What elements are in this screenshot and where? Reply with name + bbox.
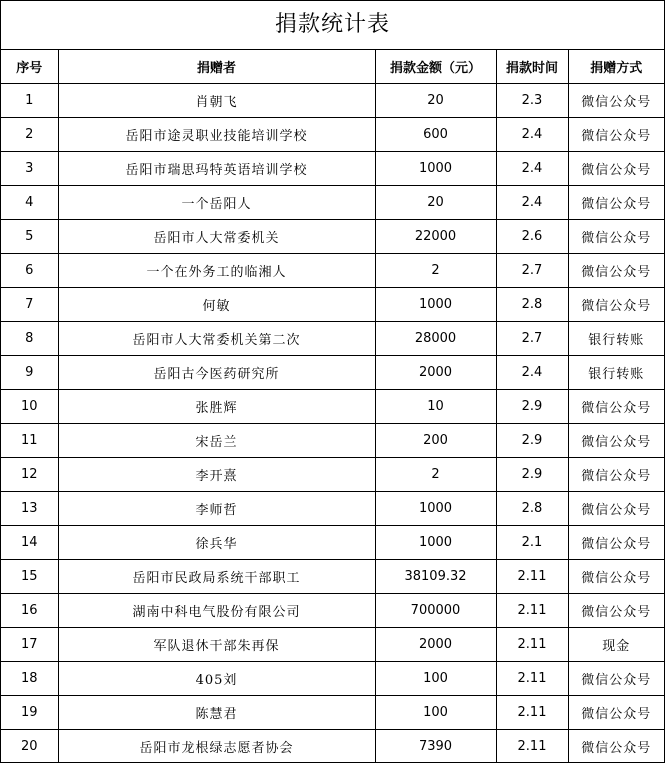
cell-donor: 肖朝飞 (58, 84, 375, 118)
cell-date: 2.8 (496, 288, 568, 322)
cell-index: 5 (1, 220, 58, 254)
table-row (1, 458, 664, 492)
cell-amount: 700000 (375, 594, 496, 628)
cell-index: 11 (1, 424, 58, 458)
cell-index: 16 (1, 594, 58, 628)
cell-method: 微信公众号 (568, 492, 664, 526)
table-row (1, 594, 664, 628)
cell-date: 2.11 (496, 662, 568, 696)
cell-date: 2.4 (496, 356, 568, 390)
cell-amount: 7390 (375, 730, 496, 763)
cell-method: 微信公众号 (568, 186, 664, 220)
cell-date: 2.11 (496, 628, 568, 662)
table-row (1, 560, 664, 594)
cell-index: 1 (1, 84, 58, 118)
cell-date: 2.11 (496, 696, 568, 730)
cell-amount: 1000 (375, 492, 496, 526)
cell-method: 微信公众号 (568, 526, 664, 560)
cell-method: 银行转账 (568, 356, 664, 390)
cell-index: 3 (1, 152, 58, 186)
cell-index: 4 (1, 186, 58, 220)
table-row (1, 390, 664, 424)
cell-donor: 一个岳阳人 (58, 186, 375, 220)
cell-index: 8 (1, 322, 58, 356)
cell-index: 6 (1, 254, 58, 288)
cell-donor: 岳阳市人大常委机关 (58, 220, 375, 254)
table-row (1, 628, 664, 662)
cell-donor: 宋岳兰 (58, 424, 375, 458)
cell-method: 现金 (568, 628, 664, 662)
cell-index: 20 (1, 730, 58, 763)
cell-index: 15 (1, 560, 58, 594)
table-row (1, 526, 664, 560)
table-row (1, 152, 664, 186)
cell-date: 2.3 (496, 84, 568, 118)
cell-amount: 20 (375, 186, 496, 220)
table-row (1, 356, 664, 390)
cell-donor: 李开熹 (58, 458, 375, 492)
cell-date: 2.6 (496, 220, 568, 254)
table-row (1, 730, 664, 763)
cell-date: 2.4 (496, 152, 568, 186)
table-row (1, 288, 664, 322)
cell-amount: 200 (375, 424, 496, 458)
cell-date: 2.11 (496, 594, 568, 628)
cell-method: 微信公众号 (568, 424, 664, 458)
cell-method: 微信公众号 (568, 220, 664, 254)
cell-donor: 岳阳市瑞思玛特英语培训学校 (58, 152, 375, 186)
cell-donor: 徐兵华 (58, 526, 375, 560)
cell-donor: 岳阳市龙根绿志愿者协会 (58, 730, 375, 763)
cell-date: 2.7 (496, 254, 568, 288)
cell-amount: 100 (375, 662, 496, 696)
cell-amount: 38109.32 (375, 560, 496, 594)
cell-method: 微信公众号 (568, 458, 664, 492)
cell-date: 2.11 (496, 560, 568, 594)
cell-method: 微信公众号 (568, 288, 664, 322)
cell-method: 银行转账 (568, 322, 664, 356)
cell-donor: 岳阳市途灵职业技能培训学校 (58, 118, 375, 152)
cell-method: 微信公众号 (568, 696, 664, 730)
table-row (1, 84, 664, 118)
cell-donor: 何敏 (58, 288, 375, 322)
cell-donor: 一个在外务工的临湘人 (58, 254, 375, 288)
cell-donor: 陈慧君 (58, 696, 375, 730)
cell-date: 2.4 (496, 186, 568, 220)
table-row (1, 254, 664, 288)
cell-method: 微信公众号 (568, 662, 664, 696)
table-row (1, 424, 664, 458)
table-row (1, 186, 664, 220)
header-donor: 捐赠者 (58, 50, 375, 84)
cell-donor: 岳阳市民政局系统干部职工 (58, 560, 375, 594)
cell-amount: 20 (375, 84, 496, 118)
cell-amount: 1000 (375, 288, 496, 322)
cell-donor: 405刘 (58, 662, 375, 696)
cell-donor: 岳阳古今医药研究所 (58, 356, 375, 390)
cell-index: 12 (1, 458, 58, 492)
cell-method: 微信公众号 (568, 84, 664, 118)
cell-amount: 1000 (375, 526, 496, 560)
table-row (1, 492, 664, 526)
cell-index: 7 (1, 288, 58, 322)
cell-donor: 岳阳市人大常委机关第二次 (58, 322, 375, 356)
cell-index: 17 (1, 628, 58, 662)
cell-date: 2.9 (496, 424, 568, 458)
cell-donor: 张胜辉 (58, 390, 375, 424)
table-row (1, 220, 664, 254)
cell-donor: 李师哲 (58, 492, 375, 526)
cell-method: 微信公众号 (568, 152, 664, 186)
cell-method: 微信公众号 (568, 594, 664, 628)
cell-index: 13 (1, 492, 58, 526)
cell-amount: 100 (375, 696, 496, 730)
cell-index: 18 (1, 662, 58, 696)
cell-date: 2.8 (496, 492, 568, 526)
cell-index: 2 (1, 118, 58, 152)
cell-method: 微信公众号 (568, 118, 664, 152)
table-row (1, 322, 664, 356)
cell-index: 9 (1, 356, 58, 390)
table-row (1, 662, 664, 696)
cell-method: 微信公众号 (568, 390, 664, 424)
cell-amount: 28000 (375, 322, 496, 356)
table-header-row (1, 50, 664, 84)
cell-amount: 1000 (375, 152, 496, 186)
header-index: 序号 (1, 50, 58, 84)
page-title: 捐款统计表 (1, 1, 664, 50)
cell-method: 微信公众号 (568, 730, 664, 763)
cell-amount: 10 (375, 390, 496, 424)
cell-method: 微信公众号 (568, 560, 664, 594)
cell-date: 2.9 (496, 390, 568, 424)
cell-amount: 2000 (375, 628, 496, 662)
cell-date: 2.11 (496, 730, 568, 763)
cell-donor: 军队退休干部朱再保 (58, 628, 375, 662)
cell-date: 2.4 (496, 118, 568, 152)
header-date: 捐款时间 (496, 50, 568, 84)
cell-date: 2.9 (496, 458, 568, 492)
cell-donor: 湖南中科电气股份有限公司 (58, 594, 375, 628)
cell-amount: 600 (375, 118, 496, 152)
cell-amount: 2 (375, 254, 496, 288)
table-row (1, 696, 664, 730)
donation-table (1, 50, 664, 763)
cell-date: 2.7 (496, 322, 568, 356)
cell-date: 2.1 (496, 526, 568, 560)
cell-index: 10 (1, 390, 58, 424)
cell-method: 微信公众号 (568, 254, 664, 288)
table-row (1, 118, 664, 152)
cell-amount: 2000 (375, 356, 496, 390)
header-amount: 捐款金额（元） (375, 50, 496, 84)
cell-amount: 22000 (375, 220, 496, 254)
cell-index: 19 (1, 696, 58, 730)
cell-amount: 2 (375, 458, 496, 492)
header-method: 捐赠方式 (568, 50, 664, 84)
cell-index: 14 (1, 526, 58, 560)
